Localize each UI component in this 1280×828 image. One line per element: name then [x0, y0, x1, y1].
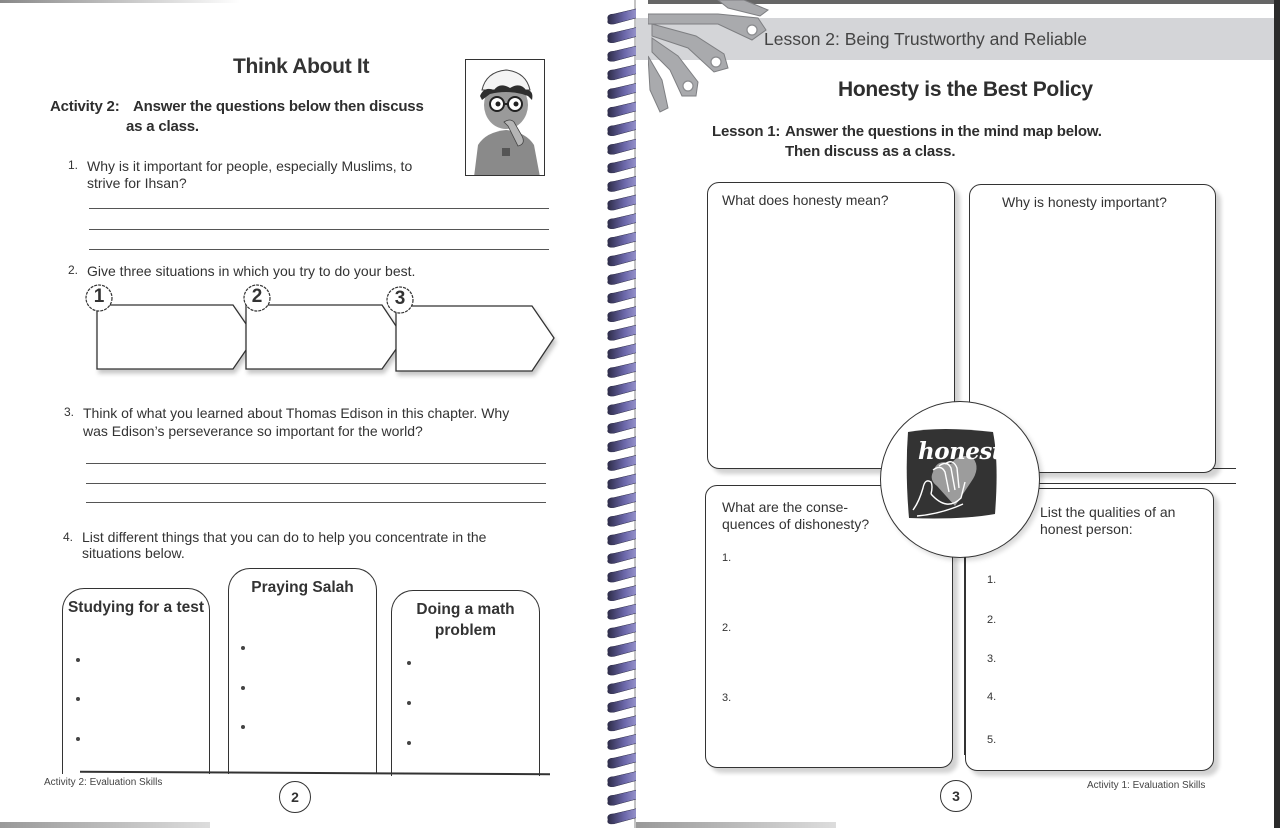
question-2-number: 2.: [68, 263, 79, 277]
list-number: 1.: [722, 552, 732, 564]
activity-label: Activity 2:: [50, 98, 120, 115]
page-number: 3: [940, 780, 972, 812]
prompt-consequences-line1: What are the conse-: [722, 499, 849, 515]
mind-map-center: [880, 401, 1040, 558]
worksheet-page-right: [636, 0, 1280, 828]
lesson-label: Lesson 1:: [712, 123, 781, 140]
prompt-qualities-line1: List the qualities of an: [1040, 504, 1176, 520]
honesty-logo-icon: [881, 402, 1041, 559]
page-title: Think About It: [233, 55, 370, 78]
bullet: [407, 741, 411, 745]
question-1-line1: Why is it important for people, especially Muslims, to: [87, 158, 413, 174]
list-number: 4.: [987, 691, 997, 703]
bullet: [241, 725, 245, 729]
question-3-line2: was Edison’s perseverance so important for the world?: [83, 423, 423, 439]
list-number: 2.: [987, 614, 997, 626]
activity-instruction-line1: Answer the questions below then discuss: [133, 98, 424, 115]
list-number: 3.: [987, 653, 997, 665]
bullet: [76, 697, 80, 701]
question-3-number: 3.: [64, 405, 75, 419]
list-number: 5.: [987, 734, 997, 746]
step-badge-1: 1: [84, 283, 114, 313]
prompt-importance: Why is honesty important?: [1002, 194, 1167, 210]
lesson-banner-text: Lesson 2: Being Trustworthy and Reliable: [764, 29, 1087, 49]
page-title: Honesty is the Best Policy: [838, 78, 1093, 101]
answer-line-q3-1[interactable]: [86, 463, 546, 464]
step-badge-2: 2: [242, 283, 272, 313]
lesson-instruction-line2: Then discuss as a class.: [785, 143, 956, 160]
bullet: [241, 646, 245, 650]
bullet: [76, 658, 80, 662]
list-number: 1.: [987, 574, 997, 586]
question-4-number: 4.: [63, 530, 74, 544]
situation-card-salah[interactable]: [228, 568, 377, 774]
prompt-meaning: What does honesty mean?: [722, 192, 889, 208]
page-number: 2: [279, 781, 311, 813]
question-2-line1: Give three situations in which you try to do your best.: [87, 263, 416, 279]
footer-label: Activity 2: Evaluation Skills: [44, 777, 163, 788]
situation-title: Studying for a test: [67, 599, 205, 616]
thinking-boy-illustration: [465, 59, 545, 176]
situation-card-math[interactable]: [391, 590, 540, 776]
prompt-consequences-line2: quences of dishonesty?: [722, 516, 870, 532]
answer-line-q3-2[interactable]: [86, 483, 546, 484]
bullet: [407, 661, 411, 665]
question-1-number: 1.: [68, 158, 79, 172]
answer-line-q1-1[interactable]: [89, 208, 549, 209]
bullet: [241, 686, 245, 690]
footer-label: Activity 1: Evaluation Skills: [1087, 780, 1206, 791]
lesson-instruction-line1: Answer the questions in the mind map below.: [785, 123, 1102, 140]
page-edge-shadow-bottom: [636, 822, 836, 828]
step-box-3[interactable]: [396, 306, 536, 371]
boy-icon: [466, 60, 545, 176]
list-number: 3.: [722, 692, 732, 704]
ornament-corner-icon: [648, 0, 778, 115]
question-3-line1: Think of what you learned about Thomas Edison in this chapter. Why: [83, 405, 510, 421]
book-edge-dark: [1274, 0, 1280, 828]
step-badge-3: 3: [385, 285, 415, 315]
bullet: [76, 737, 80, 741]
bullet: [407, 701, 411, 705]
situation-title-line2: problem: [434, 622, 497, 639]
page-edge-shadow-bottom: [0, 822, 210, 828]
situation-title: Praying Salah: [251, 579, 354, 596]
step-box-2[interactable]: [246, 305, 386, 369]
question-1-line2: strive for Ihsan?: [87, 175, 187, 191]
list-number: 2.: [722, 622, 732, 634]
activity-instruction-line2: as a class.: [126, 118, 199, 135]
answer-line-q1-2[interactable]: [89, 229, 549, 230]
situation-card-studying[interactable]: [62, 588, 210, 774]
prompt-qualities-line2: honest person:: [1040, 521, 1133, 537]
page-edge-shadow: [0, 0, 240, 3]
question-4-line1: List different things that you can do to help you concentrate in the: [82, 529, 487, 545]
answer-line-q1-3[interactable]: [89, 249, 549, 250]
answer-line-q3-3[interactable]: [86, 502, 546, 503]
step-box-1[interactable]: [97, 305, 237, 369]
question-4-line2: situations below.: [82, 545, 185, 561]
center-label: honesty: [918, 438, 1015, 465]
worksheet-page-left: [0, 0, 612, 828]
situation-title-line1: Doing a math: [416, 601, 515, 618]
